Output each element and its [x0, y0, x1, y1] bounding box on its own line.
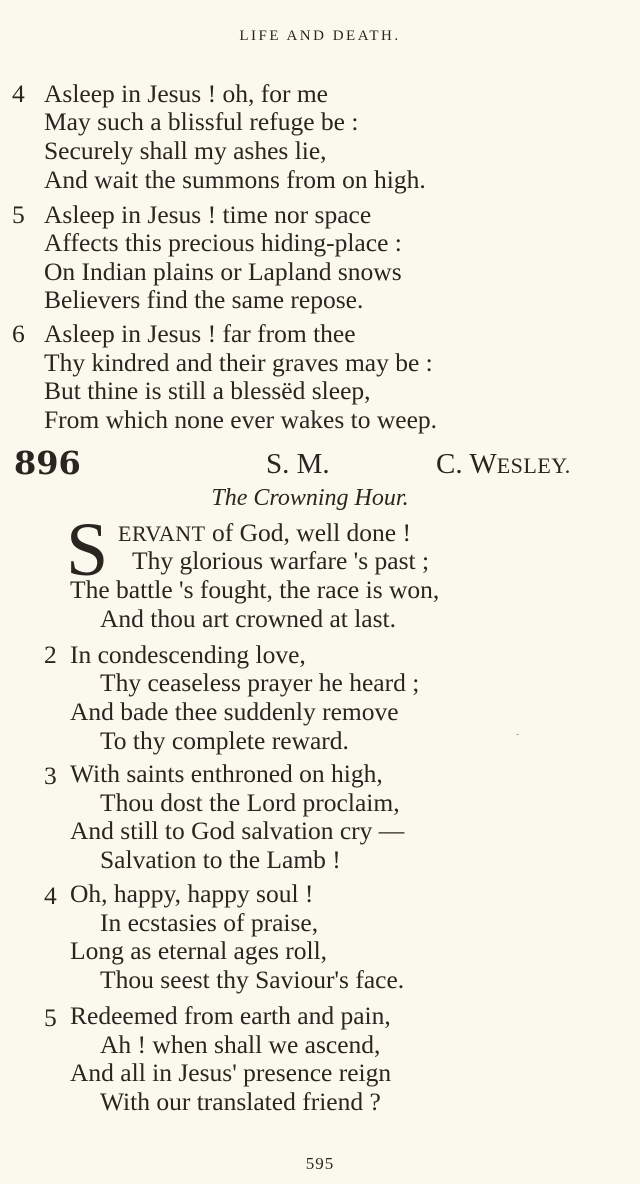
verse-line: Thou dost the Lord proclaim,: [100, 788, 400, 817]
hymn-meter: S. M.: [266, 448, 330, 480]
verse-line: Redeemed from earth and pain,: [70, 1001, 391, 1030]
verse-line: Long as eternal ages roll,: [70, 936, 328, 965]
verse-line: Asleep in Jesus ! far from thee: [44, 319, 356, 348]
drop-cap: S: [66, 508, 109, 592]
hymn-author: [436, 447, 571, 483]
verse-line: Ah ! when shall we ascend,: [100, 1030, 381, 1059]
author-surname-smallcaps: ESLEY.: [496, 453, 571, 478]
verse-line: From which none ever wakes to weep.: [44, 405, 438, 434]
verse-line: And thou art crowned at last.: [100, 604, 397, 633]
first-line-rest: of God, well done !: [205, 518, 411, 547]
hymn-title: The Crowning Hour.: [211, 485, 409, 511]
paper-speck: [516, 734, 519, 735]
stanza-number: 5: [44, 1003, 57, 1032]
verse-line: With our translated friend ?: [100, 1087, 381, 1116]
verse-line: Thy glorious warfare 's past ;: [132, 546, 430, 575]
verse-line: And all in Jesus' presence reign: [70, 1058, 392, 1087]
verse-line: Thy ceaseless prayer he heard ;: [100, 668, 420, 697]
author-initial: C. W: [436, 448, 497, 480]
verse-line: Oh, happy, happy soul !: [70, 879, 314, 908]
running-head: LIFE AND DEATH.: [239, 28, 401, 44]
stanza-number: 4: [44, 881, 57, 910]
verse-line: With saints enthroned on high,: [70, 759, 383, 788]
verse-line: In ecstasies of praise,: [100, 908, 319, 937]
stanza-number: 3: [44, 761, 57, 790]
verse-line: The battle 's fought, the race is won,: [70, 575, 440, 604]
verse-line: May such a blissful refuge be :: [44, 107, 359, 136]
stanza-number: 6: [12, 319, 25, 348]
stanza-number: 4: [12, 79, 25, 108]
verse-line: Believers find the same repose.: [44, 285, 364, 314]
stanza-number: 5: [12, 200, 25, 229]
verse-line: On Indian plains or Lapland snows: [44, 257, 402, 286]
verse-line: In condescending love,: [70, 640, 306, 669]
verse-line: Asleep in Jesus ! oh, for me: [44, 79, 328, 108]
verse-line: And wait the summons from on high.: [44, 165, 426, 194]
verse-line: Securely shall my ashes lie,: [44, 136, 327, 165]
verse-line: And still to God salvation cry —: [70, 816, 405, 845]
verse-line: And bade thee suddenly remove: [70, 697, 399, 726]
page-number: 595: [305, 1154, 335, 1173]
verse-line: Asleep in Jesus ! time nor space: [44, 200, 372, 229]
stanza-number: 2: [44, 640, 57, 669]
verse-line: Thou seest thy Saviour's face.: [100, 965, 405, 994]
hymn-number: 896: [14, 444, 81, 482]
verse-line: [118, 519, 411, 548]
verse-line: Thy kindred and their graves may be :: [44, 348, 433, 377]
verse-line: To thy complete reward.: [100, 726, 349, 755]
verse-line: But thine is still a blessëd sleep,: [44, 376, 371, 405]
verse-line: Salvation to the Lamb !: [100, 845, 341, 874]
first-word-smallcaps: ERVANT: [118, 521, 206, 546]
verse-line: Affects this precious hiding-place :: [44, 228, 402, 257]
